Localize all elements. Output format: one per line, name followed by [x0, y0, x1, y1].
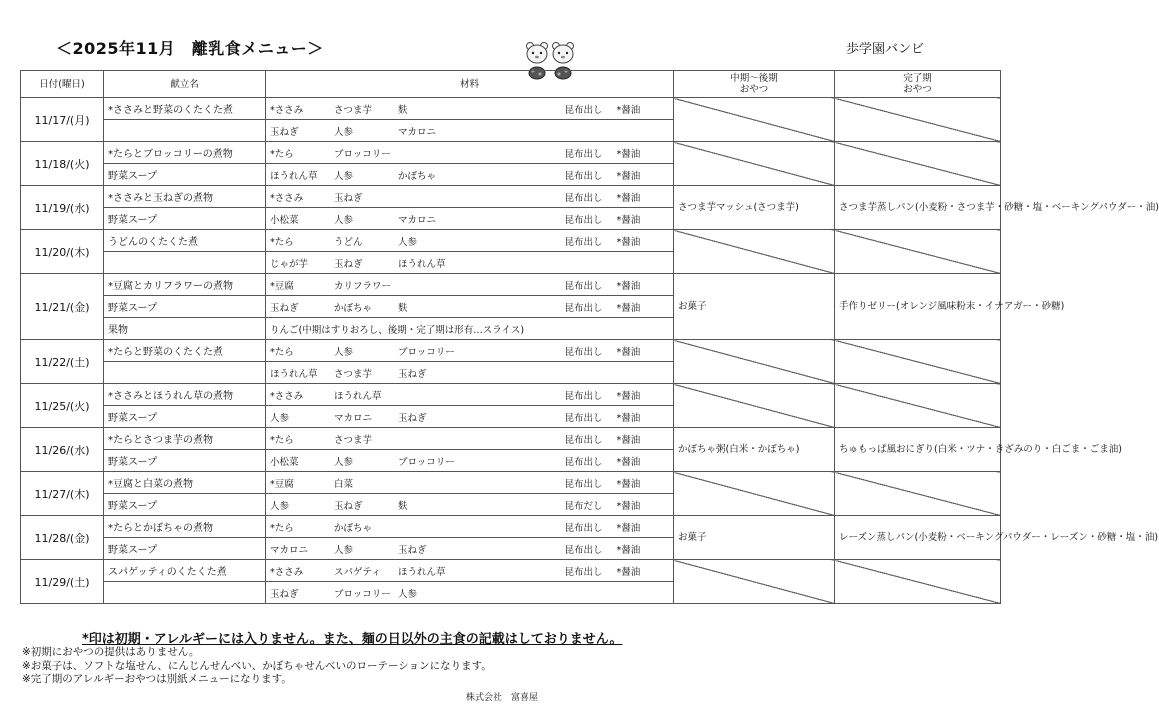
snack-full-cell: さつま芋蒸しパン(小麦粉・さつま芋・砂糖・塩・ベーキングパウダー・油) — [835, 186, 1001, 230]
ingredients-cell — [266, 142, 561, 164]
ingredient-item: 人参 — [334, 126, 354, 138]
snack-mid-empty-cell — [674, 560, 835, 604]
ingredients-cell — [266, 516, 561, 538]
ingredients-list — [270, 432, 557, 446]
table-row — [21, 428, 1001, 450]
seasoning-item: *醤油 — [616, 214, 641, 226]
note-line: ※お菓子は、ソフトな塩せん、にんじんせんべい、かぼちゃせんべいのローテーションになります。 — [22, 659, 492, 672]
date-cell: 11/29/(土) — [21, 560, 104, 604]
page-title: ＜2025年11月 離乳食メニュー＞ — [56, 39, 324, 58]
dish-name: 野菜スープ — [104, 494, 266, 516]
dish-name: 野菜スープ — [104, 450, 266, 472]
date-cell: 11/17/(月) — [21, 98, 104, 142]
ingredient-item: マカロニ — [270, 544, 309, 556]
ingredients-cell — [266, 208, 561, 230]
dish-name: 果物 — [104, 318, 266, 340]
dish-name: 野菜スープ — [104, 296, 266, 318]
snack-full-empty-cell — [835, 230, 1001, 274]
ingredient-item: うどん — [334, 236, 363, 248]
dish-name: 野菜スープ — [104, 538, 266, 560]
snack-full-empty-cell — [835, 142, 1001, 186]
ingredients-list — [270, 278, 557, 292]
ingredient-item: 人参 — [398, 588, 418, 600]
table-row — [21, 516, 1001, 538]
ingredient-item: ほうれん草 — [270, 368, 318, 380]
ingredients-cell — [266, 362, 561, 384]
seasoning-cell — [561, 230, 674, 252]
seasoning-item: 昆布出し — [564, 170, 603, 182]
ingredient-item: かぼちゃ — [334, 522, 373, 534]
dish-name: うどんのくたくた煮 — [104, 230, 266, 252]
seasoning-cell — [561, 296, 674, 318]
ingredient-item: 人参 — [334, 456, 354, 468]
ingredients-list — [270, 542, 557, 556]
ingredients-list — [270, 168, 557, 182]
dish-name: *たらとかぼちゃの煮物 — [104, 516, 266, 538]
date-cell: 11/28/(金) — [21, 516, 104, 560]
ingredients-list — [270, 234, 557, 248]
ingredient-item: 玉ねぎ — [270, 302, 299, 314]
header-date: 日付(曜日) — [21, 71, 104, 98]
snack-mid-cell: お菓子 — [674, 274, 835, 340]
ingredients-cell — [266, 296, 561, 318]
table-row — [21, 274, 1001, 296]
seasoning-cell — [561, 582, 674, 604]
header-snack-full-line2: おやつ — [903, 84, 932, 95]
ingredients-list — [270, 476, 557, 490]
ingredients-cell — [266, 186, 561, 208]
table-row — [21, 340, 1001, 362]
ingredient-item: ほうれん草 — [334, 390, 382, 402]
seasoning-item: *醤油 — [616, 412, 641, 424]
ingredients-list — [270, 586, 557, 600]
seasoning-item: 昆布出し — [564, 104, 603, 116]
table-row — [21, 472, 1001, 494]
seasoning-cell — [561, 252, 674, 274]
date-cell: 11/25/(火) — [21, 384, 104, 428]
snack-full-empty-cell — [835, 340, 1001, 384]
ingredients-list — [270, 102, 557, 116]
snack-full-cell: 手作りゼリー(オレンジ風味粉末・イナアガー・砂糖) — [835, 274, 1001, 340]
seasoning-cell — [561, 274, 674, 296]
seasoning-item: *醤油 — [616, 566, 641, 578]
dish-name: *豆腐と白菜の煮物 — [104, 472, 266, 494]
ingredients-cell — [266, 274, 561, 296]
ingredients-list — [270, 300, 557, 314]
ingredients-list — [270, 256, 557, 270]
seasoning-item: 昆布出し — [564, 148, 603, 160]
dish-name: *豆腐とカリフラワーの煮物 — [104, 274, 266, 296]
ingredient-item: スパゲティ — [334, 566, 381, 578]
seasoning-item: *醤油 — [616, 522, 641, 534]
ingredient-item: 玉ねぎ — [398, 544, 427, 556]
dish-name: *ささみと野菜のくたくた煮 — [104, 98, 266, 120]
ingredient-item: 玉ねぎ — [334, 192, 363, 204]
ingredients-list — [270, 146, 557, 160]
ingredients-cell — [266, 428, 561, 450]
ingredient-item: *ささみ — [270, 104, 304, 116]
dish-name: 野菜スープ — [104, 406, 266, 428]
seasoning-item: 昆布だし — [564, 500, 603, 512]
ingredient-item: 白菜 — [334, 478, 354, 490]
seasoning-item: 昆布出し — [564, 346, 603, 358]
ingredient-note: りんご(中期はすりおろし、後期・完了期は形有…スライス) — [266, 318, 674, 340]
seasoning-cell — [561, 362, 674, 384]
ingredients-list — [270, 454, 557, 468]
ingredients-cell — [266, 230, 561, 252]
ingredient-item: ブロッコリー — [334, 588, 391, 600]
seasoning-item: *醤油 — [616, 434, 641, 446]
dish-name: スパゲッティのくたくた煮 — [104, 560, 266, 582]
dish-name — [104, 582, 266, 604]
ingredient-item: ブロッコリー — [334, 148, 391, 160]
ingredient-item: *ささみ — [270, 390, 304, 402]
ingredient-item — [398, 146, 462, 160]
ingredient-item: マカロニ — [334, 412, 373, 424]
seasoning-item: *醤油 — [616, 170, 641, 182]
ingredient-item: *たら — [270, 522, 294, 534]
allergy-note: *印は初期・アレルギーには入りません。また、麺の日以外の主食の記載はしておりません。 — [82, 632, 623, 647]
ingredient-item: 人参 — [270, 412, 290, 424]
ingredients-list — [270, 520, 557, 534]
ingredients-cell — [266, 538, 561, 560]
snack-full-cell: レーズン蒸しパン(小麦粉・ベーキングパウダー・レーズン・砂糖・塩・油) — [835, 516, 1001, 560]
ingredients-cell — [266, 164, 561, 186]
table-header-row — [21, 71, 1001, 98]
seasoning-item: 昆布出し — [564, 522, 603, 534]
date-cell: 11/26/(水) — [21, 428, 104, 472]
seasoning-item: 昆布出し — [564, 566, 603, 578]
ingredient-item: 玉ねぎ — [270, 588, 299, 600]
ingredient-item — [398, 190, 462, 204]
ingredient-item: *たら — [270, 148, 294, 160]
header-snack-mid-line1: 中期～後期 — [730, 73, 778, 84]
ingredient-item: *たら — [270, 346, 294, 358]
dish-name — [104, 252, 266, 274]
ingredient-item: ブロッコリー — [398, 346, 455, 358]
seasoning-item: *醤油 — [616, 456, 641, 468]
ingredient-item: 玉ねぎ — [270, 126, 299, 138]
ingredient-item: さつま芋 — [334, 104, 373, 116]
snack-mid-empty-cell — [674, 340, 835, 384]
seasoning-cell — [561, 340, 674, 362]
date-cell: 11/21/(金) — [21, 274, 104, 340]
ingredient-item: 麩 — [398, 500, 408, 512]
date-cell: 11/27/(木) — [21, 472, 104, 516]
dish-name: *たらと野菜のくたくた煮 — [104, 340, 266, 362]
seasoning-cell — [561, 98, 674, 120]
ingredient-item: 小松菜 — [270, 456, 299, 468]
seasoning-item: 昆布出し — [564, 390, 603, 402]
seasoning-item: *醤油 — [616, 280, 641, 292]
snack-mid-empty-cell — [674, 384, 835, 428]
seasoning-item: *醤油 — [616, 302, 641, 314]
seasoning-cell — [561, 142, 674, 164]
note-line: ※初期におやつの提供はありません。 — [22, 646, 200, 658]
ingredients-cell — [266, 120, 561, 142]
ingredients-cell — [266, 582, 561, 604]
snack-mid-empty-cell — [674, 230, 835, 274]
date-cell: 11/20/(木) — [21, 230, 104, 274]
ingredient-item — [398, 388, 462, 402]
snack-mid-cell: さつま芋マッシュ(さつま芋) — [674, 186, 835, 230]
ingredients-cell — [266, 252, 561, 274]
dish-name — [104, 120, 266, 142]
ingredients-list — [270, 124, 557, 138]
ingredients-list — [270, 564, 557, 578]
table-row — [21, 560, 1001, 582]
ingredients-list — [270, 212, 557, 226]
ingredient-item: ほうれん草 — [398, 566, 446, 578]
seasoning-cell — [561, 120, 674, 142]
ingredient-item: *たら — [270, 236, 294, 248]
snack-full-empty-cell — [835, 98, 1001, 142]
snack-mid-empty-cell — [674, 472, 835, 516]
ingredient-item: 人参 — [334, 170, 354, 182]
seasoning-cell — [561, 472, 674, 494]
snack-mid-cell: お菓子 — [674, 516, 835, 560]
snack-mid-empty-cell — [674, 98, 835, 142]
ingredient-item: 人参 — [398, 236, 418, 248]
ingredient-item: さつま芋 — [334, 368, 373, 380]
seasoning-item: 昆布出し — [564, 236, 603, 248]
ingredient-item: かぼちゃ — [398, 170, 437, 182]
ingredient-item: 小松菜 — [270, 214, 299, 226]
snack-mid-empty-cell — [674, 142, 835, 186]
ingredient-item: 麩 — [398, 302, 408, 314]
seasoning-item: *醤油 — [616, 478, 641, 490]
snack-full-empty-cell — [835, 560, 1001, 604]
table-row — [21, 142, 1001, 164]
ingredient-item: *ささみ — [270, 192, 304, 204]
snack-full-empty-cell — [835, 384, 1001, 428]
seasoning-item: *醤油 — [616, 346, 641, 358]
seasoning-cell — [561, 186, 674, 208]
seasoning-cell — [561, 494, 674, 516]
ingredients-list — [270, 388, 557, 402]
ingredient-item: さつま芋 — [334, 434, 373, 446]
seasoning-cell — [561, 450, 674, 472]
seasoning-cell — [561, 560, 674, 582]
header-snack-full — [835, 71, 1001, 98]
dish-name: *ささみとほうれん草の煮物 — [104, 384, 266, 406]
seasoning-item: 昆布出し — [564, 478, 603, 490]
dish-name: *たらとブロッコリーの煮物 — [104, 142, 266, 164]
ingredients-cell — [266, 98, 561, 120]
ingredients-cell — [266, 494, 561, 516]
ingredients-cell — [266, 406, 561, 428]
seasoning-item: 昆布出し — [564, 280, 603, 292]
seasoning-item: 昆布出し — [564, 412, 603, 424]
company-name: 株式会社 富喜屋 — [466, 693, 539, 703]
table-row — [21, 98, 1001, 120]
seasoning-item: 昆布出し — [564, 456, 603, 468]
date-cell: 11/22/(土) — [21, 340, 104, 384]
ingredient-item: *豆腐 — [270, 478, 294, 490]
header-snack-mid — [674, 71, 835, 98]
dish-name: *ささみと玉ねぎの煮物 — [104, 186, 266, 208]
ingredients-cell — [266, 560, 561, 582]
ingredient-item — [398, 278, 462, 292]
ingredient-item: じゃが芋 — [270, 258, 309, 270]
ingredients-cell — [266, 472, 561, 494]
date-cell: 11/18/(火) — [21, 142, 104, 186]
ingredient-item: ほうれん草 — [270, 170, 318, 182]
ingredient-item: 人参 — [270, 500, 290, 512]
ingredients-cell — [266, 340, 561, 362]
table-row — [21, 186, 1001, 208]
seasoning-cell — [561, 516, 674, 538]
seasoning-cell — [561, 428, 674, 450]
seasoning-cell — [561, 538, 674, 560]
ingredient-item: マカロニ — [398, 126, 437, 138]
header-ingredients: 材料 — [266, 71, 674, 98]
ingredients-cell — [266, 384, 561, 406]
ingredient-item — [398, 520, 462, 534]
ingredients-list — [270, 190, 557, 204]
ingredient-item: 玉ねぎ — [334, 500, 363, 512]
dish-name: *たらとさつま芋の煮物 — [104, 428, 266, 450]
ingredients-list — [270, 366, 557, 380]
seasoning-item: *醤油 — [616, 192, 641, 204]
ingredient-item: *たら — [270, 434, 294, 446]
seasoning-item: *醤油 — [616, 544, 641, 556]
table-row — [21, 384, 1001, 406]
dish-name: 野菜スープ — [104, 208, 266, 230]
ingredient-item: 玉ねぎ — [398, 368, 427, 380]
table-row — [21, 230, 1001, 252]
ingredient-item: 玉ねぎ — [334, 258, 363, 270]
seasoning-cell — [561, 384, 674, 406]
seasoning-item: 昆布出し — [564, 544, 603, 556]
note-line: ※完了期のアレルギーおやつは別紙メニューになります。 — [22, 673, 292, 685]
ingredients-cell — [266, 450, 561, 472]
notes-list — [22, 646, 492, 687]
ingredient-item: かぼちゃ — [334, 302, 373, 314]
ingredients-list — [270, 498, 557, 512]
seasoning-cell — [561, 164, 674, 186]
ingredient-item: 人参 — [334, 346, 354, 358]
snack-full-empty-cell — [835, 472, 1001, 516]
ingredient-item: マカロニ — [398, 214, 437, 226]
ingredient-item: 玉ねぎ — [398, 412, 427, 424]
seasoning-item: *醤油 — [616, 500, 641, 512]
seasoning-item: *醤油 — [616, 104, 641, 116]
menu-table — [20, 70, 1159, 604]
dish-name: 野菜スープ — [104, 164, 266, 186]
ingredient-item: 人参 — [334, 214, 354, 226]
ingredients-list — [270, 344, 557, 358]
snack-full-cell: ちゅもっぱ風おにぎり(白米・ツナ・きざみのり・白ごま・ごま油) — [835, 428, 1001, 472]
ingredient-item: *ささみ — [270, 566, 304, 578]
header-snack-full-line1: 完了期 — [903, 73, 932, 84]
seasoning-item: 昆布出し — [564, 434, 603, 446]
dish-name — [104, 362, 266, 384]
ingredient-item: カリフラワー — [334, 280, 392, 292]
seasoning-item: *醤油 — [616, 390, 641, 402]
ingredient-item: ブロッコリー — [398, 456, 455, 468]
ingredient-item: 麩 — [398, 104, 408, 116]
seasoning-item: *醤油 — [616, 148, 641, 160]
snack-mid-cell: かぼちゃ粥(白米・かぼちゃ) — [674, 428, 835, 472]
date-cell: 11/19/(水) — [21, 186, 104, 230]
header-dish: 献立名 — [104, 71, 266, 98]
ingredient-item: 人参 — [334, 544, 354, 556]
ingredient-item — [398, 476, 462, 490]
seasoning-item: 昆布出し — [564, 302, 603, 314]
ingredient-item — [398, 432, 462, 446]
seasoning-cell — [561, 406, 674, 428]
header-snack-mid-line2: おやつ — [739, 84, 769, 95]
ingredient-item: *豆腐 — [270, 280, 294, 292]
seasoning-cell — [561, 208, 674, 230]
ingredients-list — [270, 410, 557, 424]
seasoning-item: *醤油 — [616, 236, 641, 248]
ingredient-item: ほうれん草 — [398, 258, 446, 270]
seasoning-item: 昆布出し — [564, 214, 603, 226]
seasoning-item: 昆布出し — [564, 192, 603, 204]
school-name: 歩学園バンビ — [846, 42, 925, 57]
